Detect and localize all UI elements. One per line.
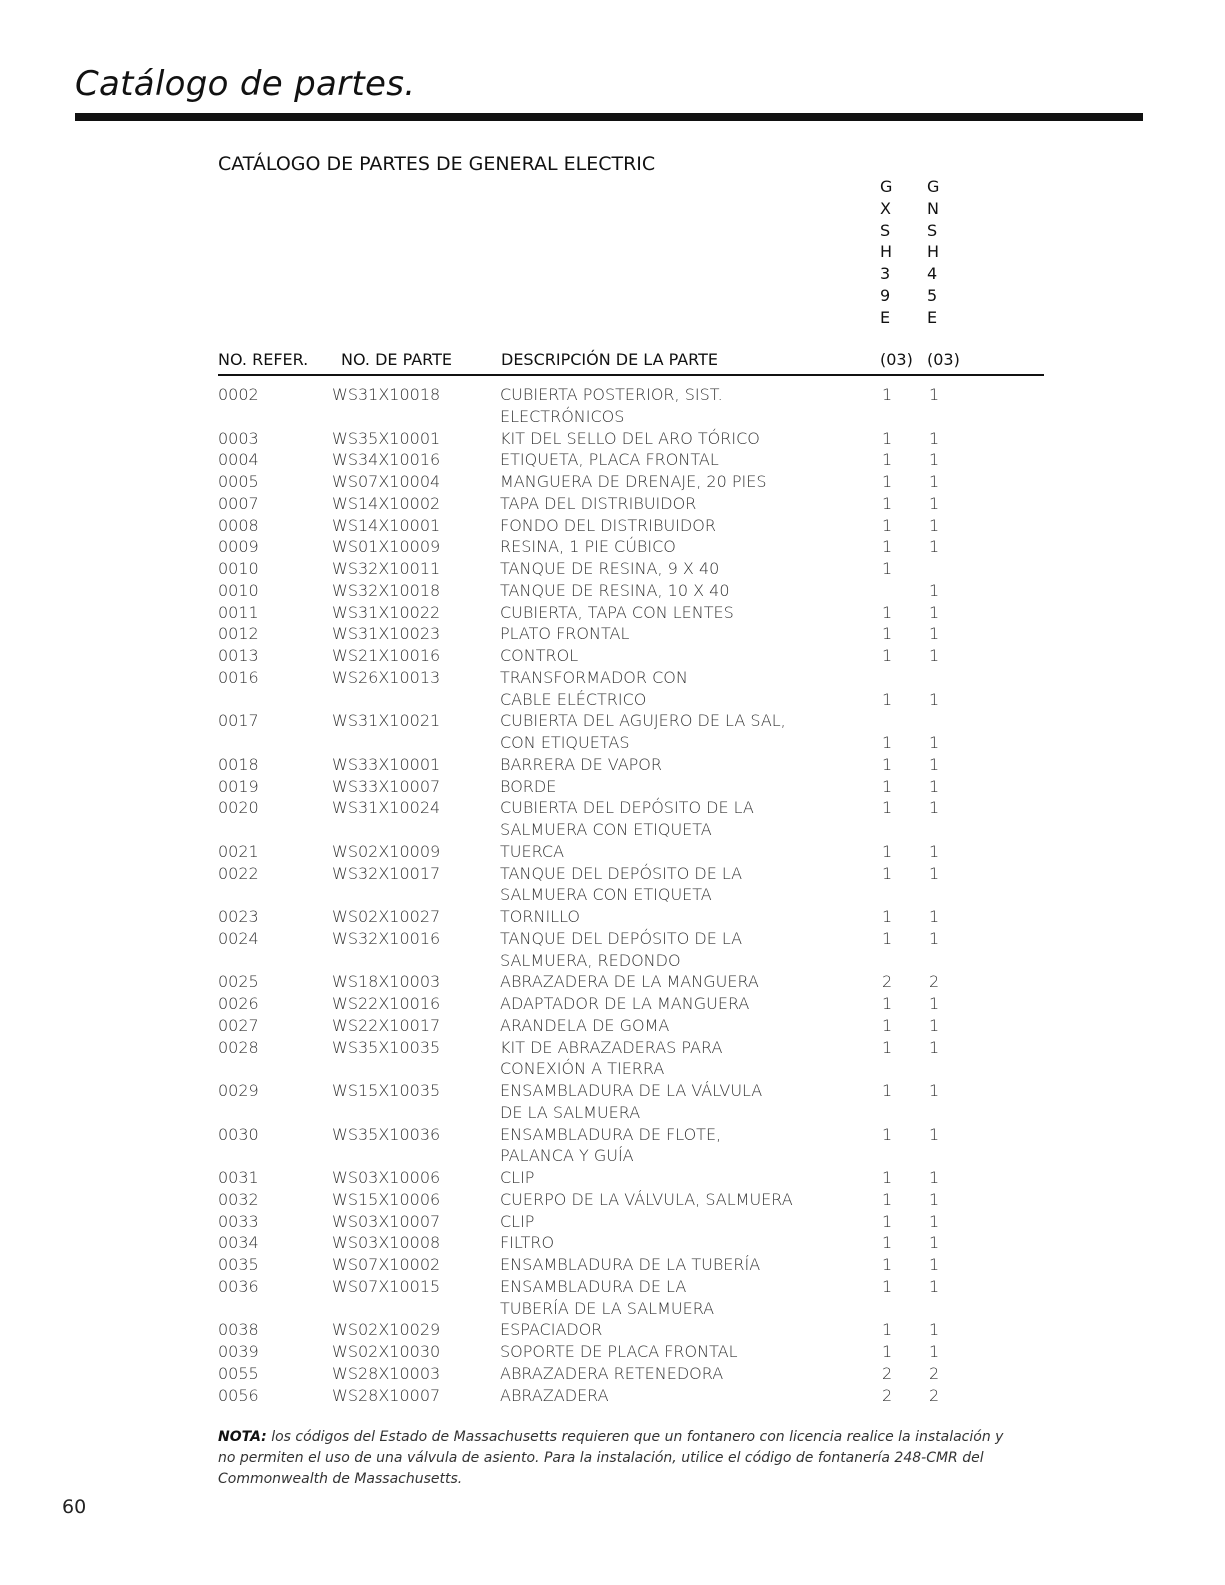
part-description: CONTROL bbox=[500, 646, 579, 665]
ref-number: 0017 bbox=[218, 711, 259, 731]
qty-gnsh45e: 1 bbox=[929, 1124, 940, 1144]
ref-number: 0034 bbox=[218, 1233, 259, 1253]
part-number: WS28X10007 bbox=[332, 1385, 441, 1405]
part-number: WS22X10017 bbox=[332, 1015, 441, 1035]
qty-gxsh39e: 1 bbox=[882, 1255, 893, 1274]
ref-number: 0021 bbox=[218, 841, 259, 861]
table-row bbox=[218, 580, 1044, 602]
part-description: ABRAZADERA bbox=[500, 1385, 609, 1405]
ref-number: 0013 bbox=[218, 646, 259, 665]
part-description: ABRAZADERA DE LA MANGUERA bbox=[500, 972, 759, 992]
part-description: BARRERA DE VAPOR bbox=[500, 754, 663, 774]
qty-gxsh39e: 1 bbox=[882, 907, 893, 926]
section-heading: CATÁLOGO DE PARTES DE GENERAL ELECTRIC bbox=[218, 153, 656, 175]
qty-gxsh39e: 1 bbox=[882, 994, 893, 1013]
model-column-gnsh45e bbox=[927, 176, 947, 329]
part-description: ESPACIADOR bbox=[500, 1320, 603, 1340]
qty-gnsh45e: 1 bbox=[929, 754, 940, 774]
part-number: WS32X10018 bbox=[332, 580, 441, 600]
model-column-gxsh39e bbox=[880, 176, 900, 329]
ref-number: 0010 bbox=[218, 559, 259, 578]
table-row bbox=[218, 493, 1044, 515]
parts-table-body bbox=[218, 384, 1044, 1406]
qty-gnsh45e: 1 bbox=[929, 733, 940, 752]
qty-gxsh39e: 1 bbox=[882, 1015, 893, 1035]
part-number: WS31X10024 bbox=[332, 798, 441, 818]
ref-number: 0027 bbox=[218, 1015, 259, 1035]
table-header bbox=[218, 350, 1044, 372]
part-number: WS14X10002 bbox=[332, 493, 441, 513]
header-qty-gnsh45e: (03) bbox=[927, 350, 960, 369]
part-number: WS02X10027 bbox=[332, 907, 441, 926]
part-description: TORNILLO bbox=[500, 907, 581, 926]
ref-number: 0009 bbox=[218, 537, 259, 557]
table-row bbox=[218, 1232, 1044, 1254]
table-row bbox=[218, 536, 1044, 558]
part-description: KIT DE ABRAZADERAS PARA CONEXIÓN A TIERRA bbox=[500, 1037, 723, 1079]
part-number: WS32X10016 bbox=[332, 928, 441, 948]
table-row bbox=[218, 1319, 1044, 1341]
qty-gxsh39e: 1 bbox=[882, 1081, 893, 1100]
header-part-number: NO. DE PARTE bbox=[341, 350, 453, 369]
qty-gxsh39e: 1 bbox=[882, 1189, 893, 1209]
model-letter: 5 bbox=[927, 285, 938, 305]
part-number: WS21X10016 bbox=[332, 646, 441, 665]
qty-gxsh39e: 1 bbox=[882, 1320, 893, 1340]
ref-number: 0028 bbox=[218, 1037, 259, 1057]
table-row bbox=[218, 1276, 1044, 1320]
part-number: WS07X10004 bbox=[332, 472, 441, 491]
qty-gxsh39e: 1 bbox=[882, 1342, 893, 1361]
ref-number: 0033 bbox=[218, 1211, 259, 1231]
ref-number: 0005 bbox=[218, 472, 259, 491]
part-number: WS03X10008 bbox=[332, 1233, 441, 1253]
table-row bbox=[218, 906, 1044, 928]
qty-gnsh45e: 1 bbox=[929, 624, 940, 644]
table-row bbox=[218, 1015, 1044, 1037]
qty-gnsh45e: 1 bbox=[929, 515, 940, 535]
header-description: DESCRIPCIÓN DE LA PARTE bbox=[501, 350, 719, 369]
part-number: WS35X10036 bbox=[332, 1124, 441, 1144]
table-row bbox=[218, 710, 1044, 754]
ref-number: 0032 bbox=[218, 1189, 259, 1209]
part-description: ENSAMBLADURA DE FLOTE, PALANCA Y GUÍA bbox=[500, 1124, 722, 1166]
part-number: WS14X10001 bbox=[332, 515, 441, 535]
qty-gxsh39e: 1 bbox=[882, 754, 893, 774]
qty-gxsh39e: 1 bbox=[882, 428, 893, 448]
ref-number: 0025 bbox=[218, 972, 259, 992]
qty-gxsh39e: 1 bbox=[882, 515, 893, 535]
part-number: WS33X10007 bbox=[332, 776, 441, 796]
qty-gnsh45e: 2 bbox=[929, 1385, 940, 1405]
qty-gxsh39e: 1 bbox=[882, 1276, 893, 1296]
table-row bbox=[218, 384, 1044, 428]
table-row bbox=[218, 971, 1044, 993]
header-rule bbox=[218, 374, 1044, 376]
note-text: los códigos del Estado de Massachusetts requieren que un fontanero con licencia realice la instalación y no permiten el uso de una válvula de asiento. Para la instalación, utilice el código de fontanería 248-CMR del Commonwealth de Massachusetts. bbox=[218, 1429, 1004, 1487]
ref-number: 0008 bbox=[218, 515, 259, 535]
page-title: Catálogo de partes. bbox=[75, 64, 416, 104]
qty-gnsh45e: 1 bbox=[929, 1015, 940, 1035]
part-description: TAPA DEL DISTRIBUIDOR bbox=[500, 493, 697, 513]
qty-gnsh45e: 1 bbox=[929, 1037, 940, 1057]
note bbox=[218, 1427, 1018, 1490]
qty-gxsh39e: 1 bbox=[882, 733, 893, 752]
ref-number: 0030 bbox=[218, 1124, 259, 1144]
table-row bbox=[218, 1254, 1044, 1276]
header-qty-gxsh39e: (03) bbox=[880, 350, 913, 369]
part-description: ENSAMBLADURA DE LA TUBERÍA bbox=[500, 1255, 761, 1274]
qty-gxsh39e: 1 bbox=[882, 537, 893, 557]
part-description: CUERPO DE LA VÁLVULA, SALMUERA bbox=[500, 1189, 793, 1209]
model-letter: X bbox=[880, 198, 891, 218]
qty-gnsh45e: 1 bbox=[929, 1276, 940, 1296]
part-description: CUBIERTA DEL AGUJERO DE LA SAL, CON ETIQUETAS bbox=[500, 711, 786, 752]
part-description: TANQUE DE RESINA, 10 X 40 bbox=[500, 580, 730, 600]
table-row bbox=[218, 471, 1044, 493]
ref-number: 0016 bbox=[218, 667, 259, 687]
part-number: WS03X10006 bbox=[332, 1168, 441, 1187]
qty-gnsh45e: 1 bbox=[929, 1320, 940, 1340]
table-row bbox=[218, 841, 1044, 863]
part-description: PLATO FRONTAL bbox=[500, 624, 630, 644]
qty-gxsh39e: 1 bbox=[882, 559, 893, 578]
qty-gxsh39e: 1 bbox=[882, 776, 893, 796]
qty-gnsh45e: 1 bbox=[929, 776, 940, 796]
ref-number: 0039 bbox=[218, 1342, 259, 1361]
table-row bbox=[218, 645, 1044, 667]
qty-gxsh39e: 1 bbox=[882, 798, 893, 818]
part-number: WS26X10013 bbox=[332, 667, 441, 687]
qty-gnsh45e: 1 bbox=[929, 689, 940, 709]
part-number: WS31X10023 bbox=[332, 624, 441, 644]
ref-number: 0022 bbox=[218, 863, 259, 883]
part-number: WS31X10018 bbox=[332, 385, 441, 404]
part-description: ABRAZADERA RETENEDORA bbox=[500, 1363, 724, 1383]
part-description: TANQUE DEL DEPÓSITO DE LA SALMUERA, REDONDO bbox=[500, 928, 743, 970]
part-description: ADAPTADOR DE LA MANGUERA bbox=[500, 994, 750, 1013]
ref-number: 0012 bbox=[218, 624, 259, 644]
ref-number: 0011 bbox=[218, 602, 259, 622]
qty-gnsh45e: 1 bbox=[929, 1255, 940, 1274]
table-row bbox=[218, 928, 1044, 972]
ref-number: 0026 bbox=[218, 994, 259, 1013]
part-number: WS34X10016 bbox=[332, 450, 441, 470]
part-number: WS35X10001 bbox=[332, 428, 441, 448]
ref-number: 0010 bbox=[218, 580, 259, 600]
qty-gnsh45e: 1 bbox=[929, 602, 940, 622]
table-row bbox=[218, 1363, 1044, 1385]
table-row bbox=[218, 1037, 1044, 1081]
ref-number: 0036 bbox=[218, 1276, 259, 1296]
part-number: WS28X10003 bbox=[332, 1363, 441, 1383]
part-description: SOPORTE DE PLACA FRONTAL bbox=[500, 1342, 738, 1361]
table-row bbox=[218, 667, 1044, 711]
part-number: WS33X10001 bbox=[332, 754, 441, 774]
qty-gnsh45e: 1 bbox=[929, 385, 940, 404]
qty-gxsh39e: 1 bbox=[882, 493, 893, 513]
qty-gxsh39e: 2 bbox=[882, 1363, 893, 1383]
qty-gnsh45e: 1 bbox=[929, 1168, 940, 1187]
qty-gnsh45e: 2 bbox=[929, 972, 940, 992]
ref-number: 0024 bbox=[218, 928, 259, 948]
ref-number: 0029 bbox=[218, 1081, 259, 1100]
qty-gnsh45e: 1 bbox=[929, 863, 940, 883]
model-letter: H bbox=[880, 242, 893, 262]
ref-number: 0035 bbox=[218, 1255, 259, 1274]
part-number: WS07X10015 bbox=[332, 1276, 441, 1296]
qty-gnsh45e: 1 bbox=[929, 646, 940, 665]
qty-gnsh45e: 1 bbox=[929, 907, 940, 926]
qty-gnsh45e: 1 bbox=[929, 472, 940, 491]
model-letter: S bbox=[880, 220, 891, 240]
model-letter: 9 bbox=[880, 285, 891, 305]
table-row bbox=[218, 776, 1044, 798]
qty-gnsh45e: 2 bbox=[929, 1363, 940, 1383]
qty-gxsh39e: 1 bbox=[882, 385, 893, 404]
part-description: FONDO DEL DISTRIBUIDOR bbox=[500, 515, 716, 535]
table-row bbox=[218, 1341, 1044, 1363]
qty-gnsh45e: 1 bbox=[929, 1233, 940, 1253]
part-description: ARANDELA DE GOMA bbox=[500, 1015, 670, 1035]
note-label: NOTA: bbox=[218, 1429, 267, 1445]
qty-gxsh39e: 1 bbox=[882, 1211, 893, 1231]
part-number: WS07X10002 bbox=[332, 1255, 441, 1274]
part-number: WS15X10006 bbox=[332, 1189, 441, 1209]
part-description: TRANSFORMADOR CON CABLE ELÉCTRICO bbox=[500, 667, 688, 709]
header-ref-number: NO. REFER. bbox=[218, 350, 309, 369]
table-row bbox=[218, 1124, 1044, 1168]
model-letter: G bbox=[880, 177, 893, 196]
table-row bbox=[218, 754, 1044, 776]
table-row bbox=[218, 602, 1044, 624]
qty-gnsh45e: 1 bbox=[929, 537, 940, 557]
part-description: FILTRO bbox=[500, 1233, 555, 1253]
table-row bbox=[218, 1385, 1044, 1407]
qty-gnsh45e: 1 bbox=[929, 1189, 940, 1209]
part-number: WS03X10007 bbox=[332, 1211, 441, 1231]
part-number: WS18X10003 bbox=[332, 972, 441, 992]
model-letter: H bbox=[927, 242, 940, 262]
qty-gnsh45e: 1 bbox=[929, 1211, 940, 1231]
table-row bbox=[218, 797, 1044, 841]
qty-gnsh45e: 1 bbox=[929, 1342, 940, 1361]
qty-gxsh39e: 1 bbox=[882, 602, 893, 622]
model-letter: 4 bbox=[927, 264, 938, 284]
model-letter: S bbox=[927, 220, 938, 240]
ref-number: 0056 bbox=[218, 1385, 259, 1405]
qty-gxsh39e: 1 bbox=[882, 863, 893, 883]
qty-gxsh39e: 1 bbox=[882, 450, 893, 470]
ref-number: 0004 bbox=[218, 450, 259, 470]
part-description: TANQUE DE RESINA, 9 X 40 bbox=[500, 559, 720, 578]
table-row bbox=[218, 558, 1044, 580]
title-rule bbox=[75, 113, 1143, 121]
ref-number: 0002 bbox=[218, 385, 259, 404]
qty-gnsh45e: 1 bbox=[929, 580, 940, 600]
model-letter: 3 bbox=[880, 264, 891, 284]
qty-gxsh39e: 1 bbox=[882, 472, 893, 491]
qty-gxsh39e: 1 bbox=[882, 1168, 893, 1187]
part-description: ENSAMBLADURA DE LA VÁLVULA DE LA SALMUERA bbox=[500, 1081, 763, 1122]
qty-gxsh39e: 1 bbox=[882, 928, 893, 948]
table-row bbox=[218, 863, 1044, 907]
model-letter: N bbox=[927, 198, 939, 218]
qty-gnsh45e: 1 bbox=[929, 994, 940, 1013]
part-description: RESINA, 1 PIE CÚBICO bbox=[500, 537, 676, 557]
qty-gnsh45e: 1 bbox=[929, 928, 940, 948]
part-description: ETIQUETA, PLACA FRONTAL bbox=[500, 450, 719, 470]
part-description: KIT DEL SELLO DEL ARO TÓRICO bbox=[500, 428, 760, 448]
ref-number: 0055 bbox=[218, 1363, 259, 1383]
part-number: WS01X10009 bbox=[332, 537, 441, 557]
part-description: ENSAMBLADURA DE LA TUBERÍA DE LA SALMUERA bbox=[500, 1276, 715, 1318]
part-description: TUERCA bbox=[500, 841, 565, 861]
part-number: WS15X10035 bbox=[332, 1081, 441, 1100]
qty-gnsh45e: 1 bbox=[929, 1081, 940, 1100]
part-description: BORDE bbox=[500, 776, 557, 796]
part-description: MANGUERA DE DRENAJE, 20 PIES bbox=[500, 472, 767, 491]
table-row bbox=[218, 515, 1044, 537]
page-number: 60 bbox=[62, 1496, 87, 1518]
qty-gxsh39e: 1 bbox=[882, 841, 893, 861]
part-number: WS02X10029 bbox=[332, 1320, 441, 1340]
qty-gxsh39e: 1 bbox=[882, 624, 893, 644]
part-number: WS02X10009 bbox=[332, 841, 441, 861]
table-row bbox=[218, 1189, 1044, 1211]
part-number: WS35X10035 bbox=[332, 1037, 441, 1057]
part-number: WS32X10011 bbox=[332, 559, 441, 578]
part-description: CUBIERTA DEL DEPÓSITO DE LA SALMUERA CON ETIQUETA bbox=[500, 798, 754, 839]
qty-gxsh39e: 1 bbox=[882, 1233, 893, 1253]
part-number: WS22X10016 bbox=[332, 994, 441, 1013]
table-row bbox=[218, 1211, 1044, 1233]
ref-number: 0007 bbox=[218, 493, 259, 513]
ref-number: 0018 bbox=[218, 754, 259, 774]
qty-gnsh45e: 1 bbox=[929, 450, 940, 470]
model-letter: E bbox=[880, 307, 891, 327]
ref-number: 0019 bbox=[218, 776, 259, 796]
table-row bbox=[218, 449, 1044, 471]
qty-gnsh45e: 1 bbox=[929, 428, 940, 448]
table-row bbox=[218, 428, 1044, 450]
qty-gnsh45e: 1 bbox=[929, 841, 940, 861]
qty-gxsh39e: 2 bbox=[882, 972, 893, 992]
qty-gxsh39e: 1 bbox=[882, 689, 893, 709]
ref-number: 0038 bbox=[218, 1320, 259, 1340]
qty-gxsh39e: 1 bbox=[882, 1124, 893, 1144]
ref-number: 0031 bbox=[218, 1168, 259, 1187]
part-number: WS32X10017 bbox=[332, 863, 441, 883]
table-row bbox=[218, 623, 1044, 645]
ref-number: 0003 bbox=[218, 428, 259, 448]
part-number: WS02X10030 bbox=[332, 1342, 441, 1361]
table-row bbox=[218, 1167, 1044, 1189]
part-description: TANQUE DEL DEPÓSITO DE LA SALMUERA CON ETIQUETA bbox=[500, 863, 743, 905]
part-number: WS31X10022 bbox=[332, 602, 441, 622]
qty-gnsh45e: 1 bbox=[929, 798, 940, 818]
part-description: CUBIERTA POSTERIOR, SIST. ELECTRÓNICOS bbox=[500, 385, 723, 426]
qty-gxsh39e: 2 bbox=[882, 1385, 893, 1405]
qty-gxsh39e: 1 bbox=[882, 1037, 893, 1057]
qty-gnsh45e: 1 bbox=[929, 493, 940, 513]
qty-gxsh39e: 1 bbox=[882, 646, 893, 665]
part-description: CLIP bbox=[500, 1211, 535, 1231]
ref-number: 0023 bbox=[218, 907, 259, 926]
part-number: WS31X10021 bbox=[332, 711, 441, 731]
ref-number: 0020 bbox=[218, 798, 259, 818]
part-description: CLIP bbox=[500, 1168, 535, 1187]
model-letter: E bbox=[927, 307, 938, 327]
model-letter: G bbox=[927, 177, 940, 196]
table-row bbox=[218, 1080, 1044, 1124]
part-description: CUBIERTA, TAPA CON LENTES bbox=[500, 602, 734, 622]
table-row bbox=[218, 993, 1044, 1015]
